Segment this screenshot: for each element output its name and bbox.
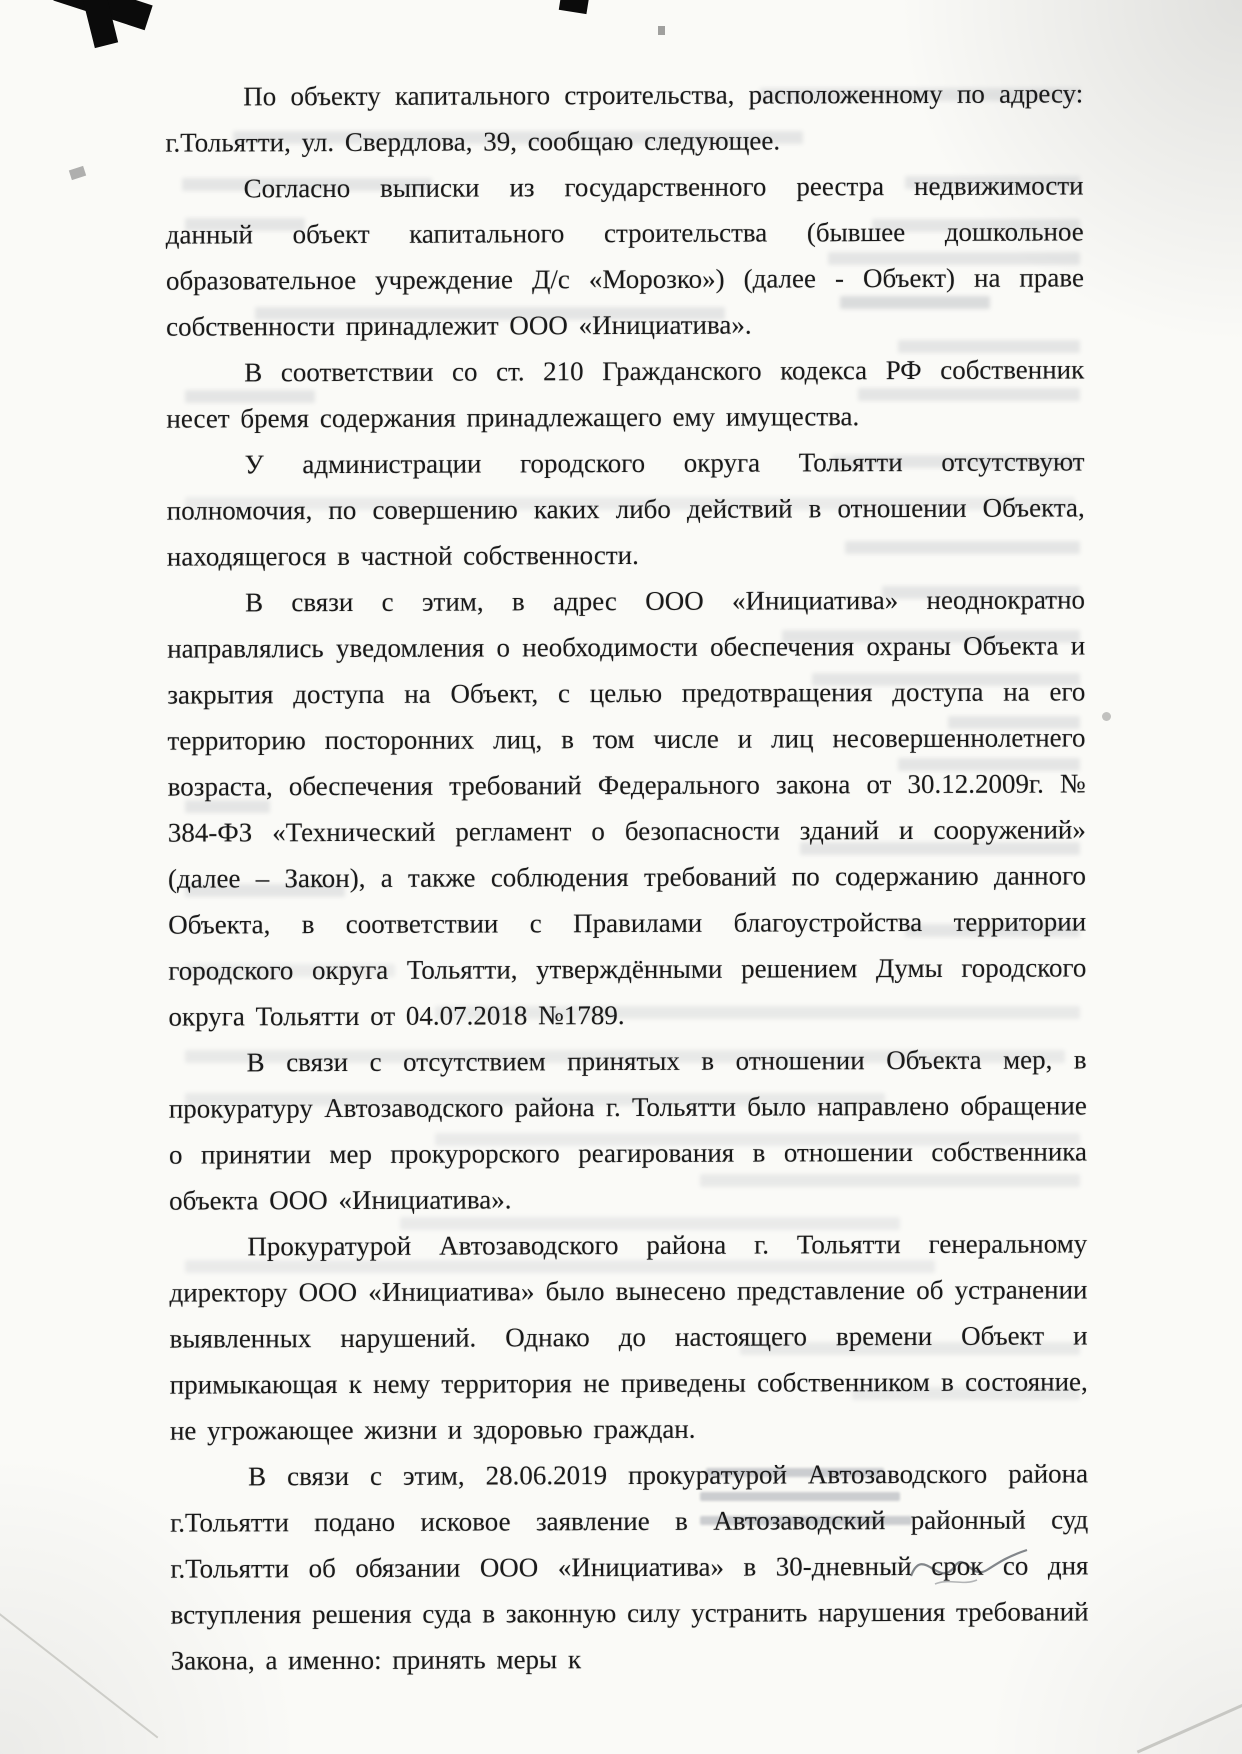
paragraph: У администрации городского округа Тольятти отсутствуют полномочия, по совершению каких либо действий в отношении Объекта, находящегося в частной собственности. (166, 446, 1085, 572)
scan-artifact-speck (658, 26, 665, 35)
paragraph: Согласно выписки из государственного реестра недвижимости данный объект капитального строительства (бывшее дошкольное образовательное учреждение Д/с «Морозко») (далее - Объект) на праве собственности принадлежит ООО «Инициатива». (165, 170, 1084, 342)
scan-artifact-bottom-left-curl (0, 1608, 158, 1739)
paragraph: Прокуратурой Автозаводского района г. Тольятти генеральному директору ООО «Инициатива» было вынесено представление об устранении выявленных нарушений. Однако до настоящего времени Объект и примыкающая к нему территория не приведены собственником в состояние, не угрожающее жизни и здоровью граждан. (169, 1228, 1088, 1446)
paragraph: В связи с этим, 28.06.2019 прокуратурой Автозаводского района г.Тольятти подано исковое заявление в Автозаводский районный суд г.Тольятти об обязании ООО «Инициатива» в 30-дневный срок со дня вступления решения суда в законную силу устранить нарушения требований Закона, а именно: принять меры к (170, 1458, 1089, 1676)
document-body (165, 70, 1089, 1683)
paragraph: В связи с этим, в адрес ООО «Инициатива» неоднократно направлялись уведомления о необходимости обеспечения охраны Объекта и закрытия доступа на Объект, с целью предотвращения доступа на его территорию посторонних лиц, в том числе и лиц несовершеннолетнего возраста, обеспечения требований Федерального закона от 30.12.2009г. № 384-ФЗ «Технический регламент о безопасности зданий и сооружений» (далее – Закон), а также соблюдения требований по содержанию данного Объекта, в соответствии с Правилами благоустройства территории городского округа Тольятти, утверждёнными решением Думы городского округа Тольятти от 04.07.2018 №1789. (167, 584, 1087, 1032)
scan-artifact-bottom-right-curl (1137, 1682, 1242, 1754)
scan-artifact-speck (1102, 712, 1111, 721)
paragraph: В связи с отсутствием принятых в отношении Объекта мер, в прокуратуру Автозаводского района г. Тольятти было направлено обращение о принятии мер прокурорского реагирования в отношении собственника объекта ООО «Инициатива». (168, 1044, 1088, 1216)
scan-artifact-top-mark (559, 0, 589, 14)
paragraph: По объекту капитального строительства, расположенному по адресу: г.Тольятти, ул. Свердлова, 39, сообщаю следующее. (165, 78, 1084, 158)
paragraph: В соответствии со ст. 210 Гражданского кодекса РФ собственник несет бремя содержания принадлежащего ему имущества. (166, 354, 1085, 434)
scan-artifact-speck (69, 166, 86, 180)
